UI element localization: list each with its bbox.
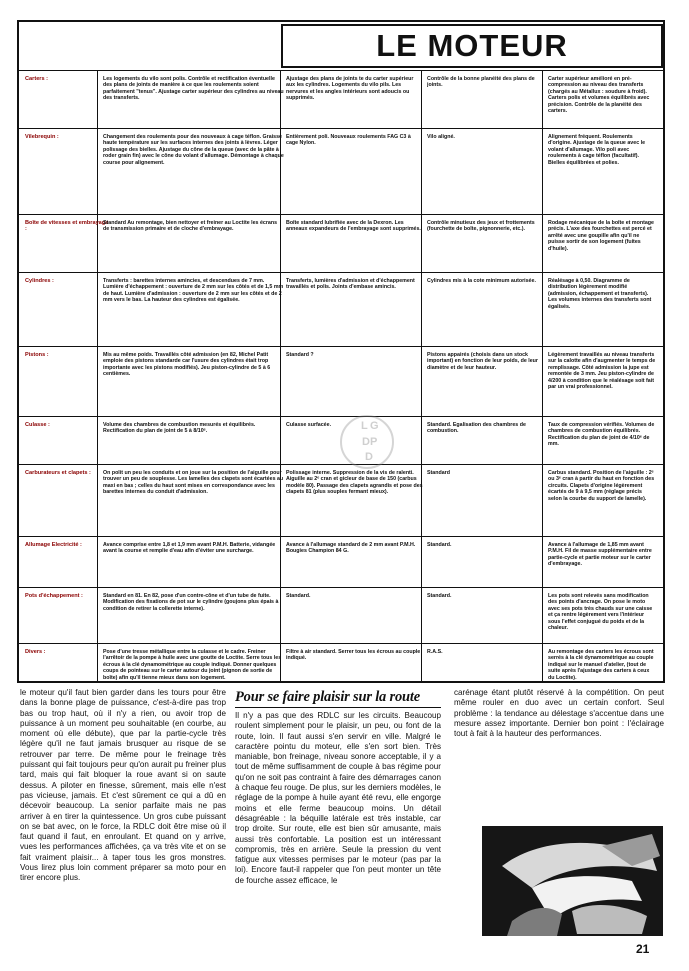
table-row bbox=[19, 587, 663, 643]
cell-col-1: Avance comprise entre 1,8 et 1,9 mm avant P.M.H. Batterie, vidangée avant la course et remplie d'eau afin d'éviter une surcharge. bbox=[103, 542, 276, 555]
cell-col-3: R.A.S. bbox=[427, 649, 443, 655]
watermark-letter: P bbox=[370, 436, 378, 448]
cell-col-2: Transferts, lumières d'admission et d'échappement travaillés et polis. Joints d'embase amincis. bbox=[286, 278, 415, 291]
row-label: Carters : bbox=[25, 76, 49, 82]
cell-col-1: Pose d'une tresse métallique entre la culasse et le cadre. Freiner l'arrêtoir de la pompe à huile avec une goutte de Loctite. Serre tous les écrous à la clé dynamométrique au couple indiqué. Donner quelques coups de pointeau sur le carter autour du joint (pignon de sortie de boîte) afin qu'il tienne mieux dans son logement. bbox=[103, 649, 282, 681]
table-row bbox=[19, 128, 663, 214]
article-column-2 bbox=[235, 688, 441, 886]
row-label: Allumage Electricité : bbox=[25, 542, 82, 548]
cell-col-3: Standard bbox=[427, 470, 450, 476]
row-label: Divers : bbox=[25, 649, 46, 655]
article-column-3 bbox=[454, 688, 664, 739]
table-row bbox=[19, 214, 663, 272]
cell-col-4: Au remontage des carters les écrous sont serrés à la clé dynamométrique au couple indiqué sur le manuel d'atelier, (tout de suite après l'ajustage des carters à ceux du Loctite). bbox=[548, 649, 654, 681]
cell-col-1: On polit un peu les conduits et on joue sur la position de l'aiguille pour trouver un peu de souplesse. Les lamelles des clapets sont écartées au maxi en bas ; celles du haut sont mises en correspondance avec les barettes internes du conduit d'admission. bbox=[103, 470, 284, 496]
table-row bbox=[19, 643, 663, 683]
row-label: Vilebrequin : bbox=[25, 134, 59, 140]
article-paragraph: le moteur qu'il faut bien garder dans les tours pour être dans la bonne plage de puissance, c'est-à-dire pas trop bas ou trop haut, où il n'y a rien, ou avoir trop de puissance à un moment peu souhaitable (en courbe, au moment où elle débute), que par la partie-cycle très légère qu'il ne faut jamais brusquer au risque de se retrouver par terre. De même pour le freinage très puissant qui fait toujours peur qu'on aurait pu freiner plus tard, mais qui fait bloquer la roue avant si on saute dessus. A piloter en finesse, sûrement, mais elle n'est pas vicieuse, jamais. Et c'est sûrement ce qui a dû en décevoir beaucoup. La senior parfaite mais ne pas arriver à en tirer la quintessence. Un gros cube puissant on se bat avec, on le force, la RDLC doit être mise où il faut quand il faut, en enroulant. Et quand on y arrive, vues les performances affichées, ça va très vite et on se fait vraiment plaisir... à taper tous les gros monstres. Vous lirez plus loin comment préparer sa moto pour en tirer encore plus. bbox=[20, 688, 226, 883]
cell-col-3: Standard. bbox=[427, 542, 452, 548]
engine-spec-table bbox=[17, 20, 665, 683]
table-row bbox=[19, 70, 663, 128]
cell-col-4: Réalésage à 0,50. Diagramme de distribution légèrement modifié (admission, échappement et transferts). Les volumes internes des transferts sont égalisés. bbox=[548, 278, 652, 310]
cell-col-1: Changement des roulements pour des nouveaux à cage téflon. Graisse haute température sur les surfaces internes des joints à lèvres. Léger polissage des bielles. Ajustage du cône de la queue (avec de la pâte à roder grain fin) avec le cône du volant d'allumage. Démontage à chaque course pour alignement. bbox=[103, 134, 284, 166]
section-heading: Pour se faire plaisir sur la route bbox=[235, 688, 441, 708]
table-title: LE MOTEUR bbox=[281, 24, 663, 68]
cell-col-4: Carter supérieur amélioré en pré-compression au niveau des transferts (chargés au Métallux : soudure à froid). Carters polis et volumes équilibrés avec précision. Contrôle de la planéité des carters. bbox=[548, 76, 650, 115]
cell-col-2: Ajustage des plans de joints te du carter supérieur aux les cylindres. Logements du vilo pils. Les nervures et les angles intérieurs sont adoucis ou supprimés. bbox=[286, 76, 414, 102]
cell-col-3: Contrôle minutieux des jeux et frottements (fourchette de boîte, pignonnerie, etc.). bbox=[427, 220, 535, 233]
cell-col-2: Entièrement poli. Nouveaux roulements FAG C3 à cage Nylon. bbox=[286, 134, 411, 147]
page-number: 21 bbox=[636, 942, 650, 956]
watermark-stamp bbox=[338, 413, 396, 471]
cell-col-1: Mis au même poids. Travaillés côté admission (en 82, Michel Patit emploie des pistons standarde car l'usure des cylindres était trop importante avec les pistons modifiés). Jeu piston-cylindre de 5 à 6 centièmes. bbox=[103, 352, 271, 378]
cell-col-4: Taux de compression vérifiés. Volumes de chambres de combustion équilibrés. Rectification du plan de joint de 4/10ᵉ de mm. bbox=[548, 422, 655, 448]
watermark-letter: D bbox=[362, 436, 370, 448]
motorcycle-photo bbox=[482, 826, 663, 936]
row-label: Carburateurs et clapets : bbox=[25, 470, 91, 476]
cell-col-3: Contrôle de la bonne planéité des plans de joints. bbox=[427, 76, 535, 89]
fairing-image bbox=[482, 826, 663, 936]
cell-col-4: Les pots sont relevés sans modification des points d'ancrage. On pose le moto avec ses pots très chauds sur une caisse et ça rentre légèrement vers l'intérieur sous l'effet conjugué du poids et de la chaleur. bbox=[548, 593, 653, 632]
cell-col-2: Avance à l'allumage standard de 2 mm avant P.M.H. Bougies Champion 84 G. bbox=[286, 542, 416, 555]
watermark-letter: G bbox=[370, 420, 379, 432]
cell-col-2: Standard ? bbox=[286, 352, 314, 358]
watermark-letter: L bbox=[361, 420, 368, 432]
cell-col-1: Standard Au remontage, bien nettoyer et freiner au Loctite les écrans de transmission primaire et de cloche d'embrayage. bbox=[103, 220, 278, 233]
row-label: Pots d'échappement : bbox=[25, 593, 83, 599]
table-row bbox=[19, 272, 663, 346]
cell-col-4: Légèrement travaillés au niveau transferts sur la calotte afin d'augmenter le temps de remplissage. Côté admission la jupe est remontée de 3 mm. Jeu piston-cylindre de 4/200 à condition que le réalésage soit fait par un vrai professionnel. bbox=[548, 352, 656, 391]
article-paragraph: Il n'y a pas que des RDLC sur les circuits. Beaucoup roulent simplement pour le plaisir, un peu, ou font de la route, loin. Il faut aussi s'en servir en ville. Malgré le caractère pointu du moteur, elle s'en sort bien. Très maniable, bon freinage, niveau sonore acceptable, il y a tout de même suffisamment de couple à bas régime pour qu'on ne soit pas contraint à faire des démarrages canon à chaque feu rouge. De plus, sur les derniers modèles, le réglage de la pompe à huile ayant été revu, elle engorge moins et elle ferme beaucoup moins. Un détail désagréable : la béquille latérale est très instable, car trop droite. Sur route, elle est bien sûr amusante, mais aussi très confortable. La position est un intéressant compromis, très en arrière. Seule la pression du vent fatigue aux vitesses permises par le moteur (pas par la loi). Encore faut-il rappeler que l'on peut monter un tête de fourche assez efficace, le bbox=[235, 711, 441, 885]
row-label: Boîte de vitesses et embrayage : bbox=[25, 220, 109, 233]
cell-col-3: Vilo aligné. bbox=[427, 134, 455, 140]
cell-col-3: Standard. bbox=[427, 593, 452, 599]
table-row bbox=[19, 464, 663, 536]
cell-col-4: Alignement fréquent. Roulements d'origine. Ajustage de la queue avec le volant d'allumage. Vilo poli avec roulements à cage téflon (facultatif). Bielles équilibrées et polies. bbox=[548, 134, 646, 166]
table-row bbox=[19, 536, 663, 587]
cell-col-1: Les logements du vilo sont polis. Contrôle et rectification éventuelle des plans de joints de manière à ce que les roulements soient parfaitement "tenus". Ajustage carter supérieur des cylindres au niveau des transferts. bbox=[103, 76, 284, 102]
cell-col-2: Filtre à air standard. Serrer tous les écrous au couple indiqué. bbox=[286, 649, 421, 662]
cell-col-3: Cylindres mis à la cote minimum autorisée. bbox=[427, 278, 536, 284]
article-column-1 bbox=[20, 688, 226, 884]
cell-col-3: Pistons appairés (choisis dans un stock important) en fonction de leur poids, de leur diamètre et de leur hauteur. bbox=[427, 352, 538, 371]
table-row bbox=[19, 346, 663, 416]
cell-col-1: Transferts : barettes internes amincies, et descendues de 7 mm. Lumière d'échappement : ouverture de 2 mm sur les côtés et de 1,5 mm de haut. Lumière d'admission : ouverture de 2 mm sur les côtés et de 2 mm vers le bas. La hauteur des cylindres est égalisée. bbox=[103, 278, 284, 304]
cell-col-1: Volume des chambres de combustion mesurés et équilibrés. Rectification du plan de joint de 5 à 8/10ᵉ. bbox=[103, 422, 256, 435]
cell-col-3: Standard. Egalisation des chambres de combustion. bbox=[427, 422, 526, 435]
cell-col-4: Avance à l'allumage de 1,85 mm avant P.M.H. Fil de masse supplémentaire entre partie-cycle et partie moteur sur le carter d'embrayage. bbox=[548, 542, 652, 568]
cell-col-2: Culasse surfacée. bbox=[286, 422, 332, 428]
watermark-letter: D bbox=[365, 451, 373, 463]
cell-col-4: Rodage mécanique de la boîte et montage précis. L'axe des fourchettes est percé et arrêté avec une goupille afin qu'il ne puisse sortir de son logement (fuites d'huile). bbox=[548, 220, 654, 252]
cell-col-1: Standard en 81. En 82, pose d'un contre-cône et d'un tube de fuite. Modification des fixations de pot sur le cylindre (goujons plus épais à condition de retirer la collerette interne). bbox=[103, 593, 279, 612]
cell-col-2: Boîte standard lubrifiée avec de la Dexron. Les anneaux expandeurs de l'embrayage sont supprimés. bbox=[286, 220, 421, 233]
cell-col-2: Polissage interne. Suppression de la vis de ralenti. Aiguille au 2ᵉ cran et gicleur de base de 150 (carbus modèle 80). Passage des clapets agrandis et pose des clapets 81 (plus souples fermant mieux). bbox=[286, 470, 423, 496]
cell-col-2: Standard. bbox=[286, 593, 311, 599]
article-paragraph: carénage étant plutôt réservé à la compétition. On peut même rouler en duo avec un certain confort. Seul problème : la tendance au délestage s'accentue dans une mesure assez importante. Dernier bon point : l'éclairage tout à fait à la hauteur des performances. bbox=[454, 688, 664, 739]
row-label: Pistons : bbox=[25, 352, 49, 358]
row-label: Culasse : bbox=[25, 422, 50, 428]
row-label: Cylindres : bbox=[25, 278, 54, 284]
cell-col-4: Carbus standard. Position de l'aiguille : 2ᵉ ou 3ᵉ cran à partir du haut en fonction des circuits. Clapets d'origine légèrement écartés de 9 à 9,5 mm (réglage précis selon la courbe du support de lamelle). bbox=[548, 470, 655, 502]
